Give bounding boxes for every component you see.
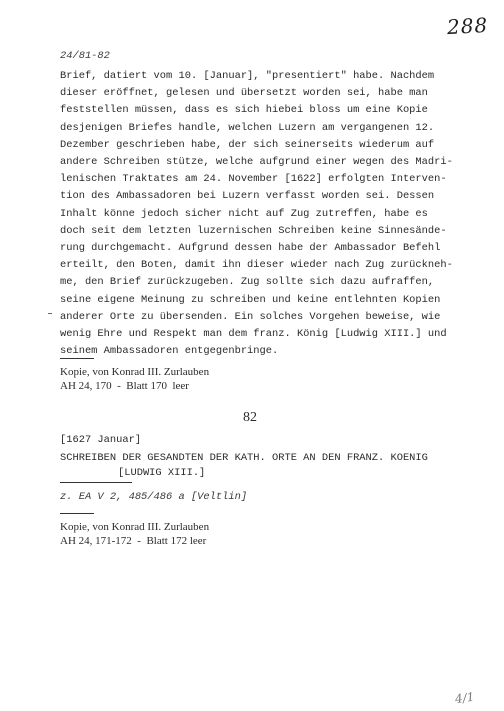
document-date: [1627 Januar]: [60, 434, 142, 446]
reference-line-bottom: z. EA V 2, 485/486 a [Veltlin]: [60, 491, 248, 503]
footnote-divider: [60, 513, 94, 514]
body-paragraph: [60, 68, 460, 360]
document-heading: [60, 451, 428, 481]
body-line: Dezember geschrieben habe, der sich seinerseits wiederum auf: [60, 138, 435, 151]
archive-stamp: 4/1: [453, 689, 475, 707]
body-line: erteilt, den Boten, damit ihn dieser wieder nach Zug zurückneh-: [60, 259, 453, 272]
body-line: seinem Ambassadoren entgegenbringe.: [60, 345, 279, 358]
heading-line: SCHREIBEN DER GESANDTEN DER KATH. ORTE AN DEN FRANZ. KOENIG: [60, 452, 428, 464]
body-line: andere Schreiben stütze, welche aufgrund einer wegen des Madri-: [60, 156, 453, 169]
body-line: Brief, datiert vom 10. [Januar], "presentiert" habe. Nachdem: [60, 70, 435, 82]
body-line: lenischen Traktates am 24. November [1622] erfolgten Interven-: [60, 173, 447, 186]
body-line: seine eigene Meinung zu schreiben und keine entlehnten Kopien: [60, 293, 441, 306]
body-line: dieser eröffnet, gelesen und übersetzt worden sei, habe man: [60, 87, 428, 100]
body-line: desjenigen Briefes handle, welchen Luzern am vergangenen 12.: [60, 121, 435, 134]
source-line: Kopie, von Konrad III. Zurlauben: [60, 366, 210, 378]
body-line: wenig Ehre und Respekt man dem franz. König [Ludwig XIII.] und: [60, 328, 447, 341]
body-line: doch seit dem letzten luzernischen Schreiben keine Sinnesände-: [60, 224, 447, 237]
heading-line: [LUDWIG XIII.]: [118, 467, 206, 479]
source-note-2: [60, 521, 209, 548]
body-line: me, den Brief zurückzugeben. Zug sollte sich dazu aufraffen,: [60, 276, 435, 289]
body-line: feststellen müssen, dass es sich hiebei bloss um eine Kopie: [60, 104, 428, 117]
body-line: Inhalt könne jedoch sicher nicht auf Zug zutreffen, habe es: [60, 207, 428, 220]
handwritten-page-number: 288: [446, 12, 489, 40]
source-note-1: [60, 366, 209, 393]
document-number: 82: [243, 410, 257, 425]
body-line: rung durchgemacht. Aufgrund dessen habe der Ambassador Befehl: [60, 242, 441, 255]
footnote-divider: [60, 358, 94, 359]
margin-mark: [48, 313, 52, 314]
source-line: AH 24, 171-172 - Blatt 172 leer: [60, 534, 207, 547]
source-line: AH 24, 170 - Blatt 170 leer: [60, 379, 189, 392]
reference-line-top: 24/81-82: [60, 50, 110, 62]
source-line: Kopie, von Konrad III. Zurlauben: [60, 521, 210, 533]
body-line: tion des Ambassadoren bei Luzern verfasst worden sei. Dessen: [60, 190, 435, 203]
heading-divider: [60, 482, 132, 483]
body-line: anderer Orte zu übersenden. Ein solches Vorgehen beweise, wie: [60, 310, 441, 323]
